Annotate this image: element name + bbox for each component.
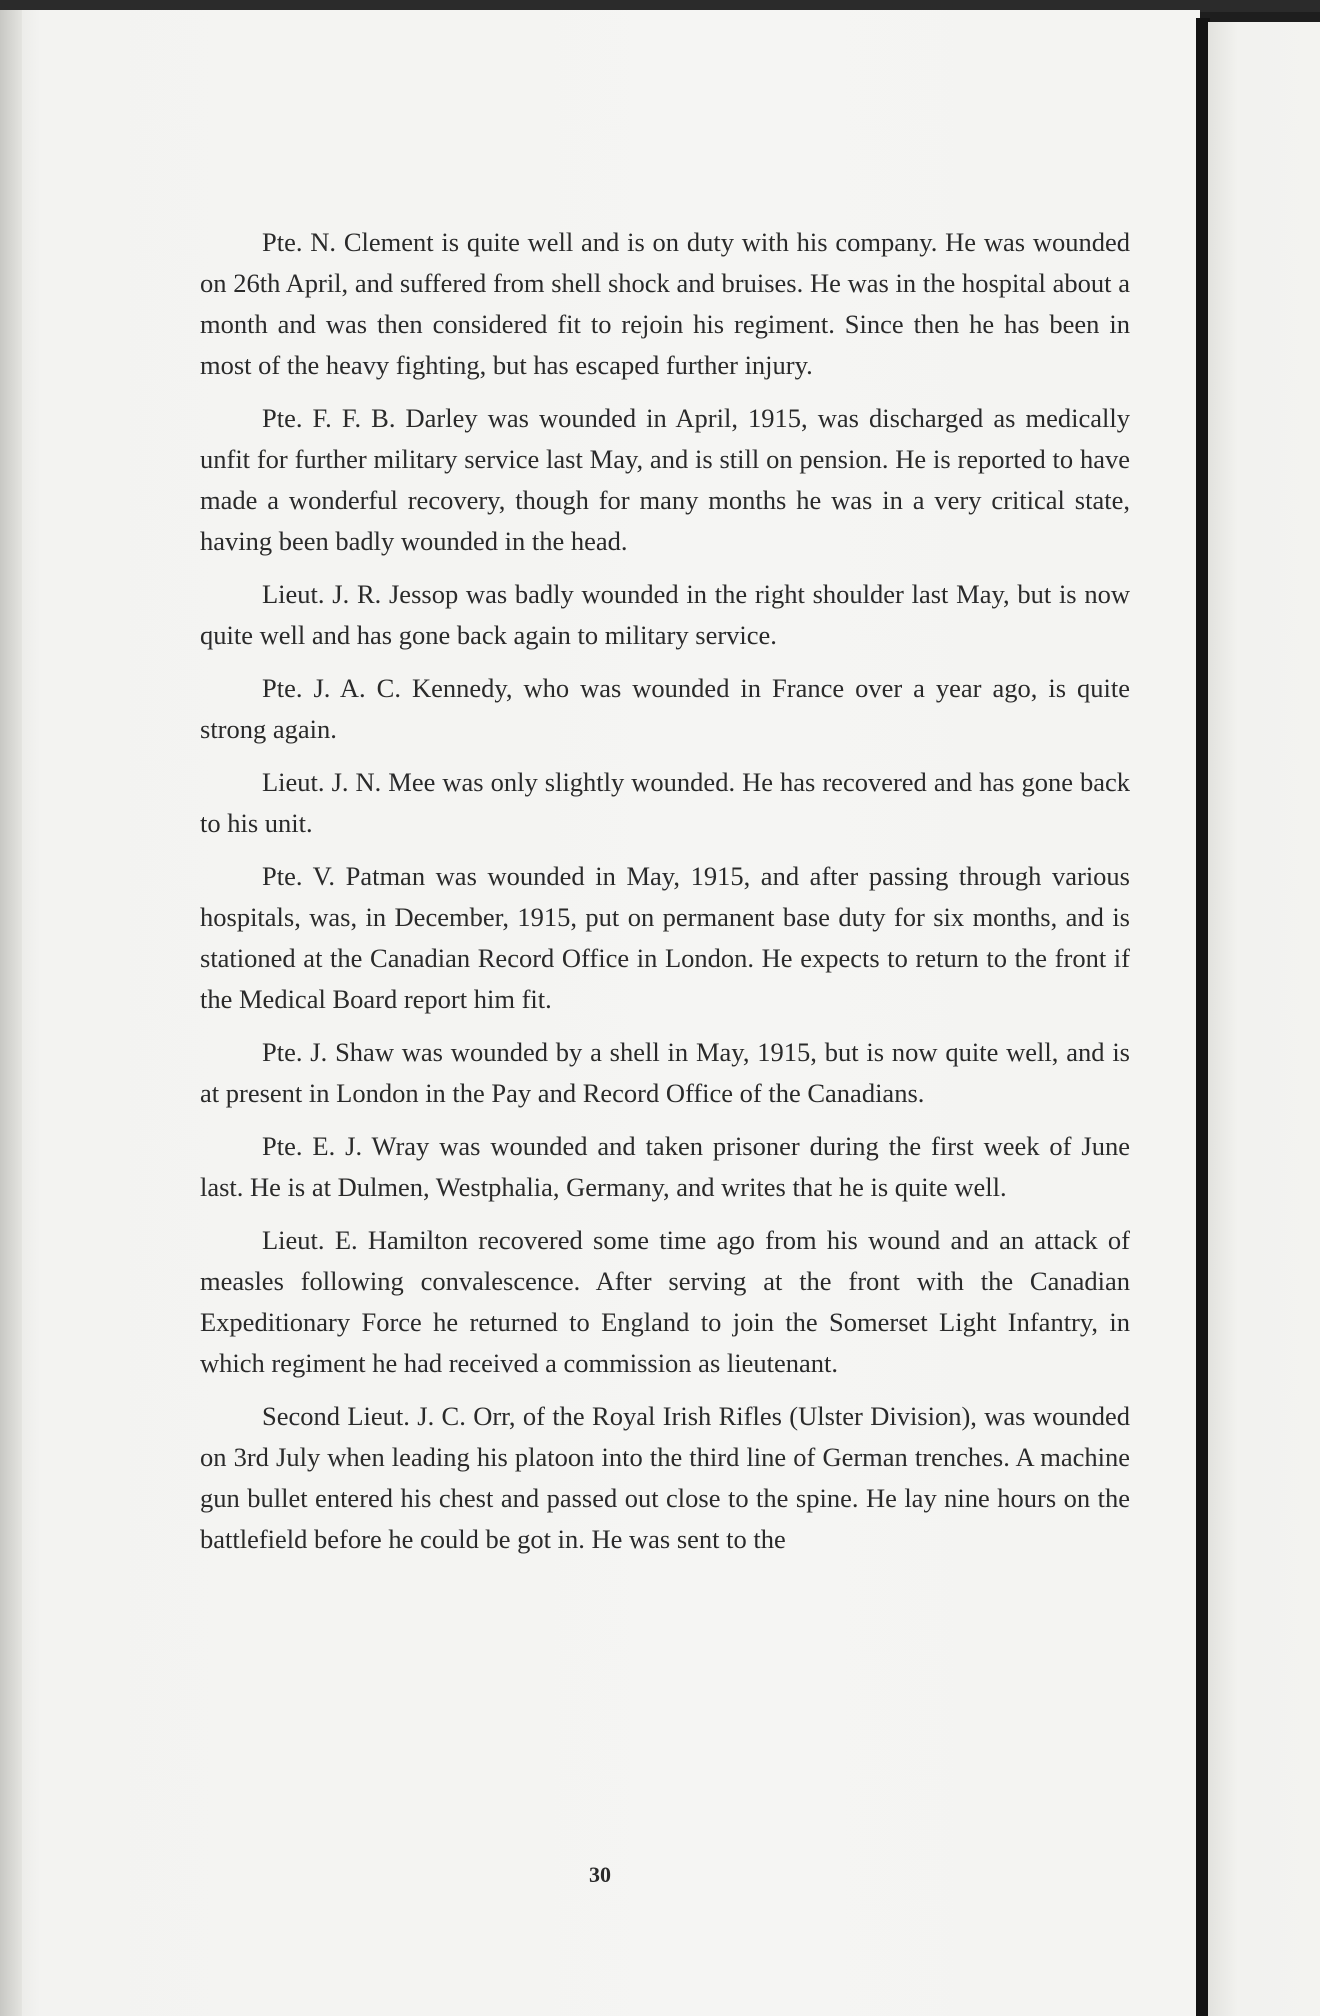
paragraph-shaw: Pte. J. Shaw was wounded by a shell in May, 1915, but is now quite well, and is at present in London in the Pay and Record Office of the Canadians.: [200, 1037, 1130, 1108]
paragraph-patman: Pte. V. Patman was wounded in May, 1915, and after passing through various hospitals, was, in December, 1915, put on permanent base duty for six months, and is stationed at the Canadian Record Office in London. He expects to return to the front if the Medical Board report him fit.: [200, 861, 1130, 1014]
paragraph-mee: Lieut. J. N. Mee was only slightly wounded. He has recovered and has gone back to his unit.: [200, 767, 1130, 838]
paragraph-clement: Pte. N. Clement is quite well and is on duty with his company. He was wounded on 26th April, and suffered from shell shock and bruises. He was in the hospital about a month and was then considered fit to rejoin his regiment. Since then he has been in most of the heavy fighting, but has escaped further injury.: [200, 227, 1130, 380]
page-number: 30: [589, 1862, 611, 1887]
paragraph-orr: Second Lieut. J. C. Orr, of the Royal Irish Rifles (Ulster Division), was wounded on 3rd July when leading his platoon into the third line of German trenches. A machine gun bullet entered his chest and passed out close to the spine. He lay nine hours on the battlefield before he could be got in. He was sent to the: [200, 1401, 1130, 1554]
facing-page: [1208, 22, 1320, 2016]
page-body-text: [200, 222, 1130, 1572]
page-edge-shadow: [0, 10, 22, 2016]
paragraph-wray: Pte. E. J. Wray was wounded and taken prisoner during the first week of June last. He is at Dulmen, Westphalia, Germany, and writes that he is quite well.: [200, 1131, 1130, 1202]
paragraph-jessop: Lieut. J. R. Jessop was badly wounded in the right shoulder last May, but is now quite well and has gone back again to military service.: [200, 579, 1130, 650]
paragraph-kennedy: Pte. J. A. C. Kennedy, who was wounded in France over a year ago, is quite strong again.: [200, 673, 1130, 744]
paragraph-darley: Pte. F. F. B. Darley was wounded in April, 1915, was discharged as medically unfit for further military service last May, and is still on pension. He is reported to have made a wonderful recovery, though for many months he was in a very critical state, having been badly wounded in the head.: [200, 403, 1130, 556]
paragraph-hamilton: Lieut. E. Hamilton recovered some time ago from his wound and an attack of measles following convalescence. After serving at the front with the Canadian Expeditionary Force he returned to England to join the Somerset Light Infantry, in which regiment he had received a commission as lieutenant.: [200, 1225, 1130, 1378]
